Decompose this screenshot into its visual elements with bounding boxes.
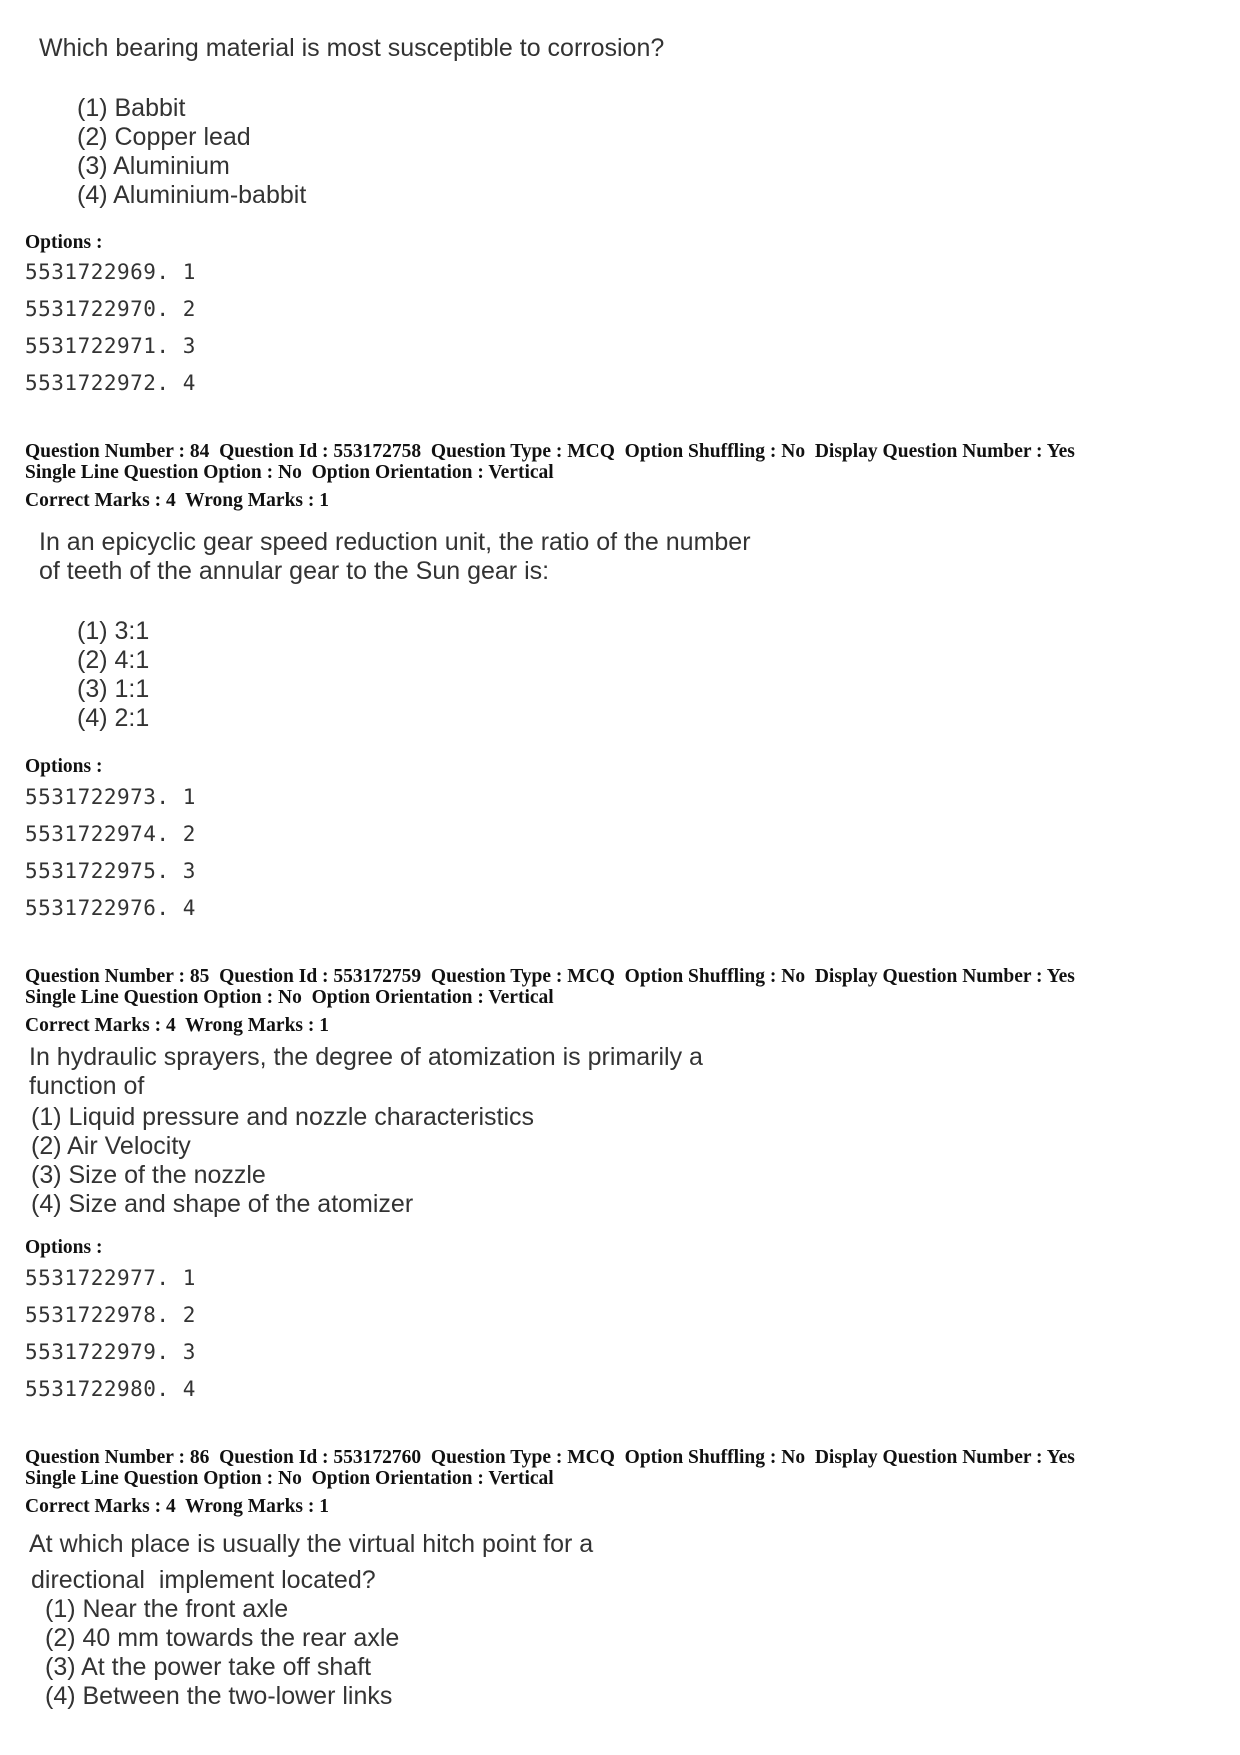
answer-choice: (3) Size of the nozzle bbox=[31, 1161, 266, 1189]
question-meta-line: Question Number : 86 Question Id : 553172760 Question Type : MCQ Option Shuffling : No Display Question Number : Yes bbox=[25, 1447, 1075, 1468]
question-meta-line: Question Number : 85 Question Id : 553172759 Question Type : MCQ Option Shuffling : No Display Question Number : Yes bbox=[25, 966, 1075, 987]
answer-choice: (3) At the power take off shaft bbox=[45, 1653, 372, 1681]
question-meta-line: Single Line Question Option : No Option Orientation : Vertical bbox=[25, 987, 554, 1008]
answer-choice: (2) 40 mm towards the rear axle bbox=[45, 1624, 400, 1652]
question-stem-line: Which bearing material is most susceptible to corrosion? bbox=[39, 34, 665, 62]
option-code: 5531722977. 1 bbox=[25, 1266, 196, 1290]
question-meta-line: Single Line Question Option : No Option Orientation : Vertical bbox=[25, 462, 554, 483]
question-stem-line: At which place is usually the virtual hitch point for a bbox=[29, 1530, 594, 1558]
question-stem-line: In hydraulic sprayers, the degree of atomization is primarily a bbox=[29, 1043, 703, 1071]
option-code: 5531722969. 1 bbox=[25, 260, 196, 284]
question-meta-line: Single Line Question Option : No Option Orientation : Vertical bbox=[25, 1468, 554, 1489]
option-code: 5531722974. 2 bbox=[25, 822, 196, 846]
answer-choice: (2) 4:1 bbox=[77, 646, 150, 674]
option-code: 5531722978. 2 bbox=[25, 1303, 196, 1327]
answer-choice: (4) Size and shape of the atomizer bbox=[31, 1190, 414, 1218]
option-code: 5531722980. 4 bbox=[25, 1377, 196, 1401]
options-heading: Options : bbox=[25, 756, 103, 777]
answer-choice: (1) Babbit bbox=[77, 94, 186, 122]
answer-choice: (3) 1:1 bbox=[77, 675, 150, 703]
question-meta-line: Question Number : 84 Question Id : 553172758 Question Type : MCQ Option Shuffling : No Display Question Number : Yes bbox=[25, 441, 1075, 462]
options-heading: Options : bbox=[25, 232, 103, 253]
option-code: 5531722975. 3 bbox=[25, 859, 196, 883]
option-code: 5531722971. 3 bbox=[25, 334, 196, 358]
question-stem-line: function of bbox=[29, 1072, 145, 1100]
options-heading: Options : bbox=[25, 1237, 103, 1258]
answer-choice: (4) Between the two-lower links bbox=[45, 1682, 393, 1710]
question-marks: Correct Marks : 4 Wrong Marks : 1 bbox=[25, 1496, 330, 1517]
answer-choice: (2) Copper lead bbox=[77, 123, 251, 151]
option-code: 5531722970. 2 bbox=[25, 297, 196, 321]
option-code: 5531722972. 4 bbox=[25, 371, 196, 395]
question-stem-line: of teeth of the annular gear to the Sun gear is: bbox=[39, 557, 550, 585]
question-stem-line: In an epicyclic gear speed reduction unit, the ratio of the number bbox=[39, 528, 751, 556]
option-code: 5531722976. 4 bbox=[25, 896, 196, 920]
option-code: 5531722979. 3 bbox=[25, 1340, 196, 1364]
answer-choice: (1) Near the front axle bbox=[45, 1595, 289, 1623]
answer-choice: (4) 2:1 bbox=[77, 704, 150, 732]
question-marks: Correct Marks : 4 Wrong Marks : 1 bbox=[25, 490, 330, 511]
answer-choice: (1) 3:1 bbox=[77, 617, 150, 645]
answer-choice: (3) Aluminium bbox=[77, 152, 230, 180]
answer-choice: (1) Liquid pressure and nozzle characteristics bbox=[31, 1103, 535, 1131]
option-code: 5531722973. 1 bbox=[25, 785, 196, 809]
question-marks: Correct Marks : 4 Wrong Marks : 1 bbox=[25, 1015, 330, 1036]
answer-choice: (2) Air Velocity bbox=[31, 1132, 191, 1160]
answer-choice: (4) Aluminium-babbit bbox=[77, 181, 307, 209]
question-stem-line: directional implement located? bbox=[31, 1566, 376, 1594]
